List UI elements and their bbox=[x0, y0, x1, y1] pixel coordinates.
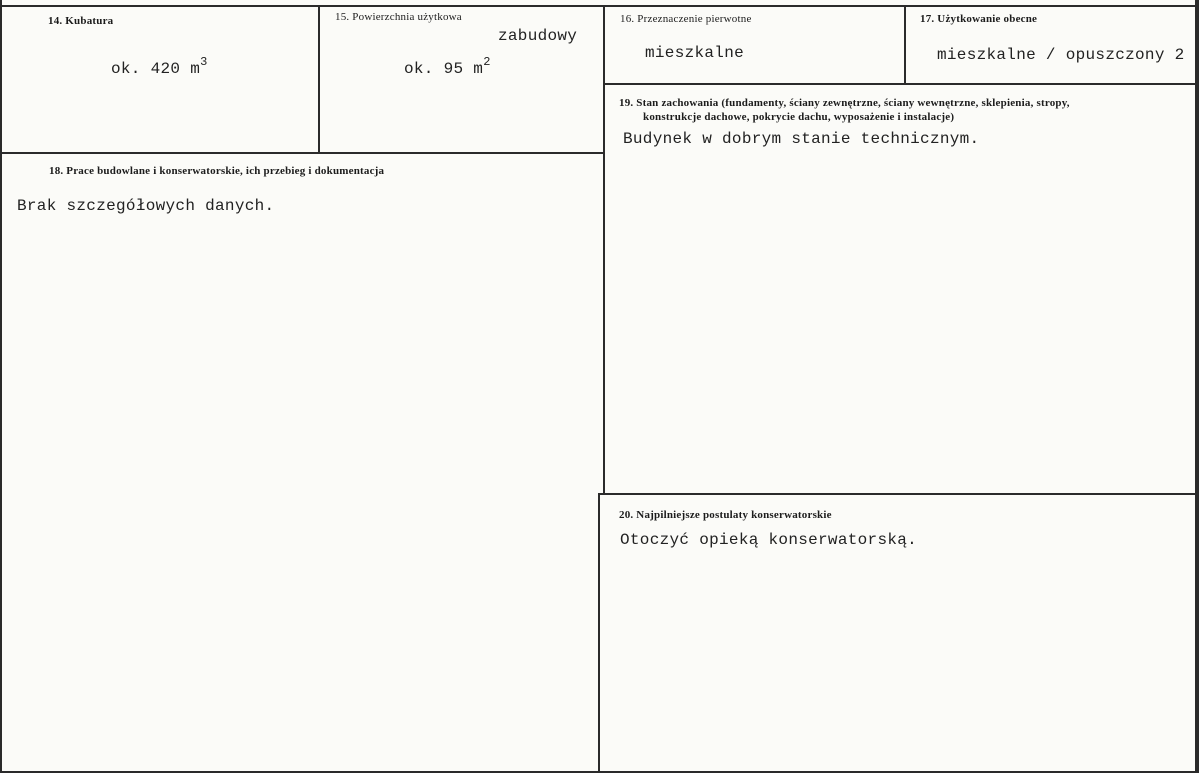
postulaty-label: 20. Najpilniejsze postulaty konserwatorskie bbox=[619, 509, 832, 521]
divider-16-17 bbox=[904, 5, 906, 85]
prace-value: Brak szczegółowych danych. bbox=[17, 197, 275, 215]
divider-14-15 bbox=[318, 5, 320, 154]
kubatura-unit-exponent: 3 bbox=[200, 54, 208, 69]
przeznaczenie-value: mieszkalne bbox=[645, 44, 745, 62]
rule-below-row1-left bbox=[2, 152, 604, 154]
record-card bbox=[2, 0, 1195, 771]
stan-label-line2: konstrukcje dachowe, pokrycie dachu, wyposażenie i instalacje) bbox=[643, 111, 955, 123]
powierzchnia-label: 15. Powierzchnia użytkowa bbox=[335, 11, 462, 23]
rule-below-16-17 bbox=[604, 83, 1195, 85]
prace-label: 18. Prace budowlane i konserwatorskie, ich przebieg i dokumentacja bbox=[49, 165, 385, 177]
kubatura-value: ok. 420 $m^3$ bbox=[111, 54, 208, 78]
uzytkowanie-label: 17. Użytkowanie obecne bbox=[920, 13, 1038, 25]
kubatura-label: 14. Kubatura bbox=[48, 15, 114, 27]
uzytkowanie-value: mieszkalne / opuszczony 2 bbox=[937, 46, 1185, 64]
top-rule bbox=[2, 5, 1195, 7]
stan-value: Budynek w dobrym stanie technicznym. bbox=[623, 130, 980, 148]
stan-label-line1: 19. Stan zachowania (fundamenty, ściany zewnętrzne, ściany wewnętrzne, sklepienia, stropy, bbox=[619, 97, 1070, 109]
divider-left-right-upper bbox=[603, 5, 605, 495]
divider-left-right-lower bbox=[598, 493, 600, 771]
powierzchnia-value: ok. 95 $m^2$ bbox=[404, 54, 491, 78]
postulaty-value: Otoczyć opieką konserwatorską. bbox=[620, 531, 918, 549]
powierzchnia-unit-exponent: 2 bbox=[483, 54, 491, 69]
rule-above-20 bbox=[600, 493, 1195, 495]
cut-off-character: 2 bbox=[1174, 46, 1185, 64]
przeznaczenie-label: 16. Przeznaczenie pierwotne bbox=[620, 13, 752, 25]
powierzchnia-extra: zabudowy bbox=[498, 27, 578, 45]
